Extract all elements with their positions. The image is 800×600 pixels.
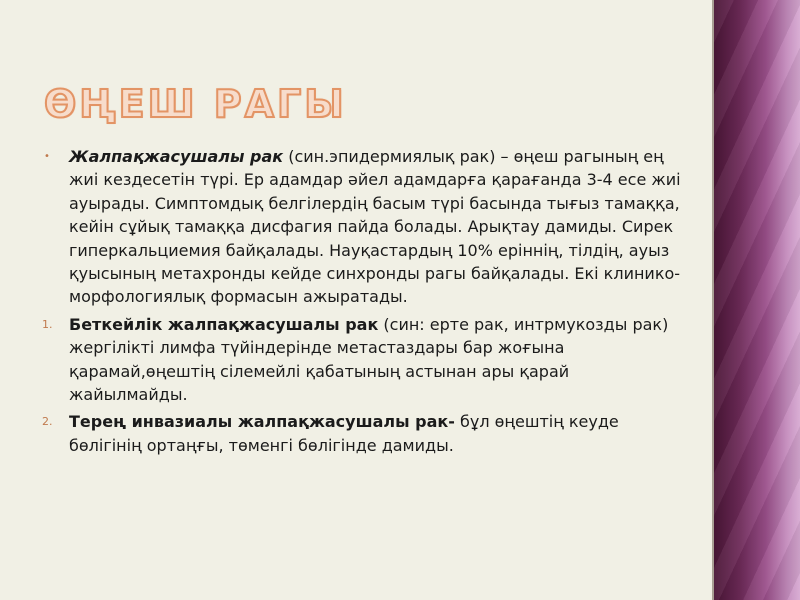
list-item-superficial [42, 313, 682, 407]
bullet-marker: • [44, 151, 50, 162]
slide-content [42, 145, 682, 461]
item-text: бұл өңештің кеуде бөлігінің ортаңғы, төменгі бөлігінде дамиды. [69, 412, 619, 455]
list-item-invasive [42, 410, 682, 457]
number-marker: 2. [42, 415, 53, 429]
item-text: (син: ерте рак, интрмукозды рак) жергілікті лимфа түйіндерінде метастаздары бар жоғына қарамай,өңештің сілемейлі қабатының астынан ары қарай жайылмайды. [69, 314, 669, 405]
slide-title: ӨҢЕШ РАГЫ [44, 82, 347, 126]
item-text: (син.эпидермиялық рак) – өңеш рагының ең жиі кездесетін түрі. Ер адамдар әйел адамдарға қарағанда 3-4 есе жиі ауырады. Симптомдық белгілердің басым түрі басында тығыз тамаққа, кейін сұйық тамаққа дисфагия пайда болады. Арықтау дамиды. Сирек гиперкальциемия байқалады. Науқастардың 10% еріннің, тілдің, ауыз қуысының метахронды кейде синхронды рагы байқалады. Екі клинико-морфологиялық формасын ажыратады. [69, 147, 681, 307]
item-term: Беткейлік жалпақжасушалы рак [69, 314, 379, 334]
number-marker: 1. [42, 317, 53, 331]
item-term: Терең инвазиалы жалпақжасушалы рак- [69, 412, 455, 432]
item-term: Жалпақжасушалы рак [69, 147, 284, 166]
list-item-main [42, 145, 682, 309]
decorative-side-band [714, 0, 800, 600]
